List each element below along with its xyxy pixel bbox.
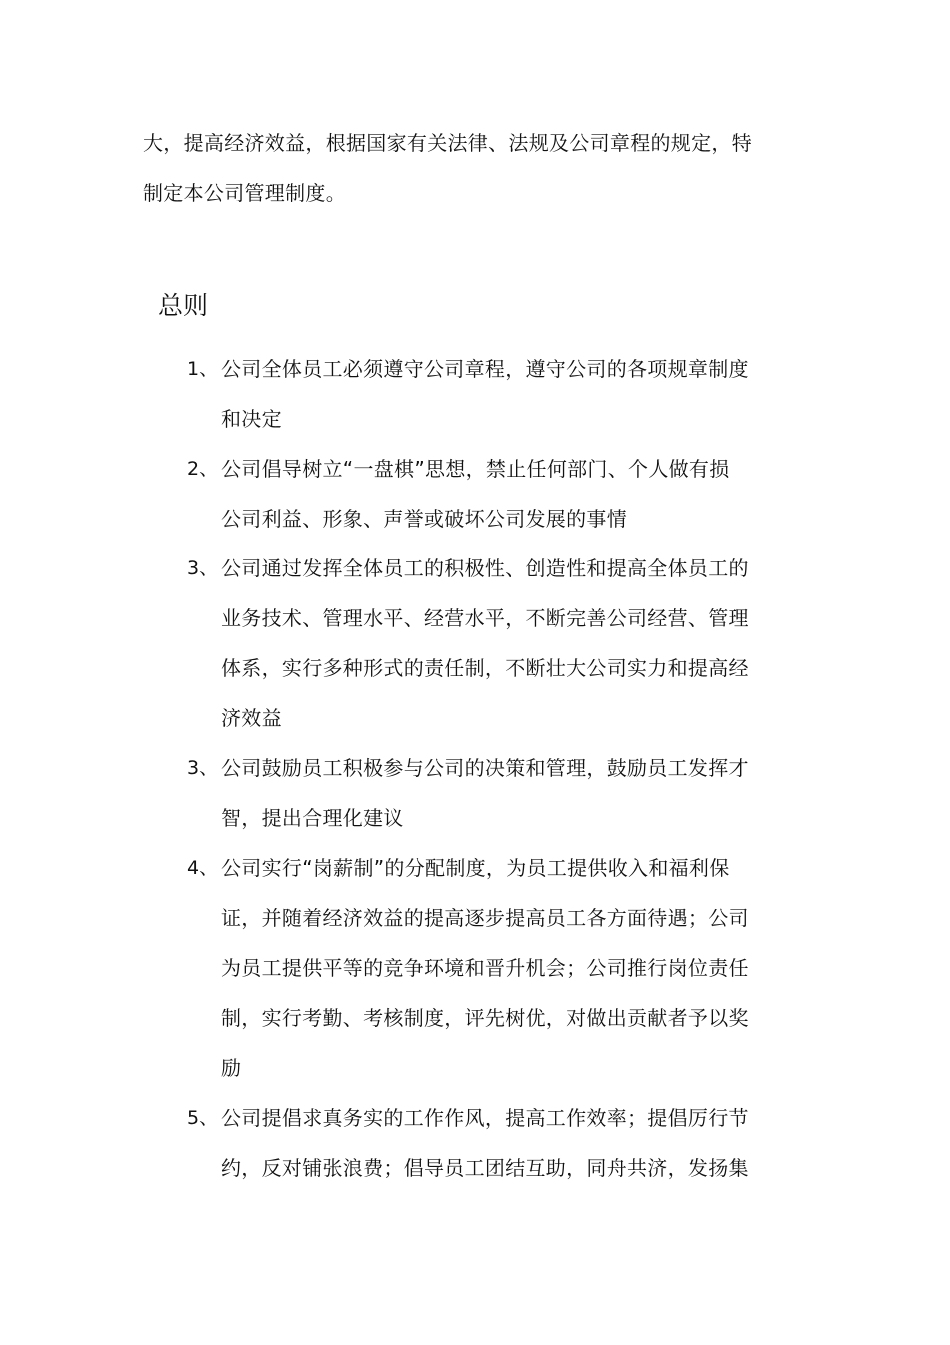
item-line: 制，实行考勤、考核制度，评先树优，对做出贡献者予以奖 [221, 1006, 749, 1030]
item-number: 2、 [187, 458, 219, 480]
item-line: 证，并随着经济效益的提高逐步提高员工各方面待遇；公司 [221, 906, 749, 930]
item-line: 和决定 [221, 407, 282, 431]
item-line: 公司全体员工必须遵守公司章程，遵守公司的各项规章制度 [221, 357, 749, 381]
section-title: 总则 [158, 291, 209, 320]
item-line: 为员工提供平等的竞争环境和晋升机会；公司推行岗位责任 [221, 956, 749, 980]
intro-line: 制定本公司管理制度。 [143, 181, 346, 205]
item-line: 公司倡导树立“一盘棋”思想，禁止任何部门、个人做有损 [221, 457, 730, 481]
item-line: 公司利益、形象、声誉或破坏公司发展的事情 [221, 507, 627, 531]
item-number: 3、 [187, 757, 219, 779]
item-line: 公司鼓励员工积极参与公司的决策和管理，鼓励员工发挥才 [221, 756, 749, 780]
item-line: 济效益 [221, 706, 282, 730]
item-line: 公司通过发挥全体员工的积极性、创造性和提高全体员工的 [221, 556, 749, 580]
item-line: 公司实行“岗薪制”的分配制度，为员工提供收入和福利保 [221, 856, 730, 880]
item-number: 5、 [187, 1107, 219, 1129]
item-line: 智，提出合理化建议 [221, 806, 404, 830]
item-line: 约，反对铺张浪费；倡导员工团结互助，同舟共济，发扬集 [221, 1156, 749, 1180]
item-number: 3、 [187, 557, 219, 579]
item-number: 4、 [187, 857, 219, 879]
intro-line: 大，提高经济效益，根据国家有关法律、法规及公司章程的规定，特 [143, 131, 752, 155]
item-line: 公司提倡求真务实的工作作风，提高工作效率；提倡厉行节 [221, 1106, 749, 1130]
item-line: 体系，实行多种形式的责任制，不断壮大公司实力和提高经 [221, 656, 749, 680]
item-number: 1、 [187, 358, 219, 380]
item-line: 励 [221, 1056, 242, 1080]
item-line: 业务技术、管理水平、经营水平，不断完善公司经营、管理 [221, 606, 749, 630]
